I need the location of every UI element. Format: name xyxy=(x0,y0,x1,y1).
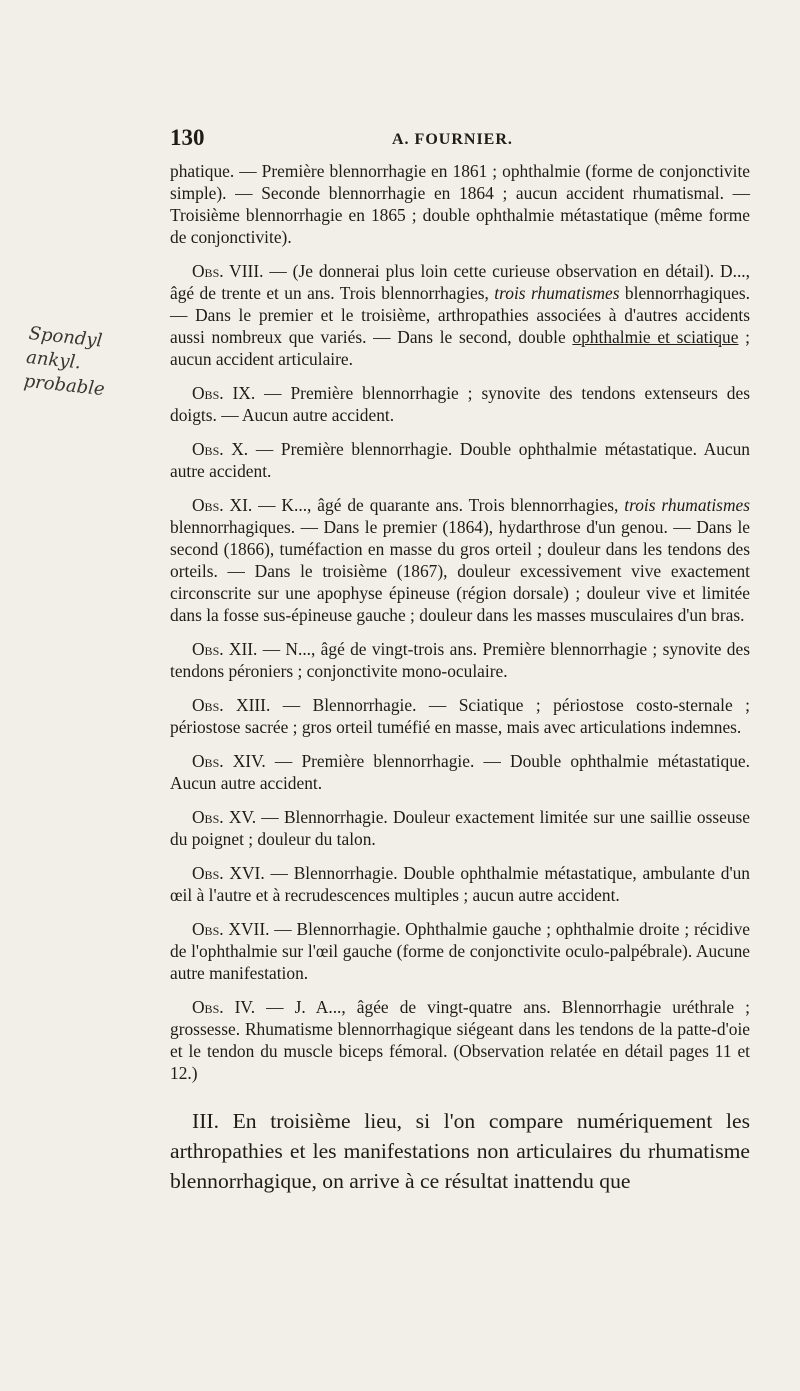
section-iii-paragraph: III. En troisième lieu, si l'on compare numériquement les arthropathies et les manifestations non articulaires du rhumatisme blennorrhagique, on arrive à ce résultat inattendu que xyxy=(170,1109,750,1193)
observation-xvii xyxy=(170,918,750,984)
observation-label: Obs. X. xyxy=(192,439,249,459)
observation-text: — Blennorrhagie. Double ophthalmie métastatique, ambulante d'un œil à l'autre et à recrudescences multiples ; aucun autre accident. xyxy=(170,863,750,905)
observation-label: Obs. IX. xyxy=(192,383,256,403)
observation-text: — Blennorrhagie. Ophthalmie gauche ; ophthalmie droite ; récidive de l'ophthalmie sur l'œil gauche (forme de conjonctivite oculo-palpébrale). Aucune autre manifestation. xyxy=(170,919,750,983)
observation-text: — J. A..., âgée de vingt-quatre ans. Blennorrhagie uréthrale ; grossesse. Rhumatisme blennorrhagique siégeant dans les tendons de la patte-d'oie et le tendon du muscle biceps fémoral. (Observation relatée en détail pages 11 et 12.) xyxy=(170,997,750,1083)
margin-note-line: ankyl. xyxy=(25,346,82,374)
observation-xiii xyxy=(170,694,750,738)
observation-text: blennorrhagiques. — Dans le premier et le troisième, arthropathies associées à d'autres accidents aussi nombreux que variés. — Dans le second, double xyxy=(170,283,751,347)
margin-note-line: Spondyl xyxy=(27,322,104,352)
italic-text: trois rhumatismes xyxy=(494,283,620,303)
observation-ix xyxy=(170,382,750,426)
body-text xyxy=(170,160,750,1208)
observation-text: — N..., âgé de vingt-trois ans. Première blennorrhagie ; synovite des tendons péroniers ; conjonctivite mono-oculaire. xyxy=(170,639,750,681)
observation-x xyxy=(170,438,750,482)
observation-iv xyxy=(170,996,750,1084)
observation-text: ; aucun accident articulaire. xyxy=(170,327,751,369)
italic-text: trois rhumatismes xyxy=(624,495,750,515)
observation-xvi xyxy=(170,862,750,906)
page-number: 130 xyxy=(170,125,205,150)
observation-xv xyxy=(170,806,750,850)
observation-label: Obs. XVII. xyxy=(192,919,270,939)
observation-xi xyxy=(170,494,750,626)
observation-label: Obs. XV. xyxy=(192,807,257,827)
observation-text: — Blennorrhagie. Douleur exactement limitée sur une saillie osseuse du poignet ; douleur du talon. xyxy=(170,807,751,849)
observation-label: Obs. XIII. xyxy=(192,695,271,715)
observation-xiv xyxy=(170,750,750,794)
page-header xyxy=(170,125,750,155)
observation-text: — Première blennorrhagie ; synovite des tendons extenseurs des doigts. — Aucun autre accident. xyxy=(170,383,750,425)
observation-text: blennorrhagiques. — Dans le premier (1864), hydarthrose d'un genou. — Dans le second (1866), tuméfaction en masse du gros orteil ; douleur dans les tendons des orteils. — Dans le troisième (1867), douleur excessivement vive exactement circonscrite sur une apophyse épineuse (région dorsale) ; douleur vive et limitée dans la fosse sus-épineuse gauche ; douleur dans les masses musculaires d'un bras. xyxy=(170,517,750,625)
observation-text: — Première blennorrhagie. Double ophthalmie métastatique. Aucun autre accident. xyxy=(170,439,751,481)
observation-text: — (Je donnerai plus loin cette curieuse observation en détail). D..., âgé de trente et un ans. Trois blennorrhagies, xyxy=(170,261,751,303)
observation-text: — Blennorrhagie. — Sciatique ; périostose costo-sternale ; périostose sacrée ; gros orteil tuméfié en masse, mais avec articulations indemnes. xyxy=(170,695,751,737)
margin-note-line: probable xyxy=(22,370,106,401)
observation-text: — Première blennorrhagie. — Double ophthalmie métastatique. Aucun autre accident. xyxy=(170,751,751,793)
observation-viii xyxy=(170,260,750,370)
observation-text: — K..., âgé de quarante ans. Trois blennorrhagies, xyxy=(252,495,625,515)
observation-label: Obs. XVI. xyxy=(192,863,265,883)
observation-label: Obs. XI. xyxy=(192,495,253,515)
observation-label: Obs. XII. xyxy=(192,639,258,659)
paragraph-continuation: phatique. — Première blennorrhagie en 1861 ; ophthalmie (forme de conjonctivite simple). — Seconde blennorrhagie en 1864 ; aucun accident rhumatismal. — Troisième blennorrhagie en 1865 ; double ophthalmie métastatique (même forme de conjonctivite). xyxy=(170,161,750,247)
observation-label: Obs. VIII. xyxy=(192,261,264,281)
handwritten-margin-note xyxy=(22,322,164,408)
observation-label: Obs. IV. xyxy=(192,997,256,1017)
running-head: A. FOURNIER. xyxy=(392,131,513,148)
observation-label: Obs. XIV. xyxy=(192,751,266,771)
underlined-text: ophthalmie et sciatique xyxy=(572,327,739,347)
observation-xii xyxy=(170,638,750,682)
